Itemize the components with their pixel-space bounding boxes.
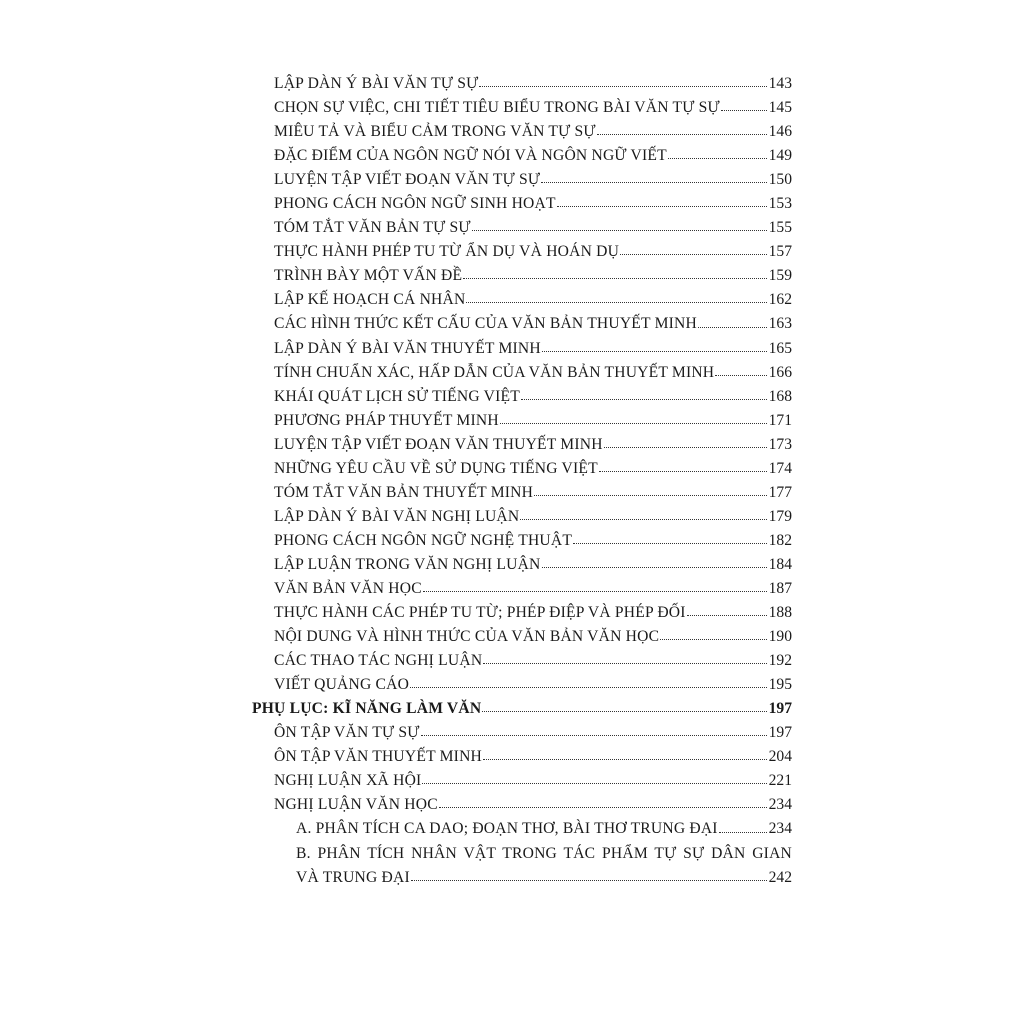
toc-entry-page: 159 [768,267,792,285]
dot-leader [557,205,767,207]
toc-entry-page: 157 [768,243,792,261]
toc-entry [252,745,792,769]
toc-entry-title: LUYỆN TẬP VIẾT ĐOẠN VĂN TỰ SỰ [274,171,541,189]
toc-entry [252,144,792,168]
dot-leader [542,566,768,568]
toc-entry-page: 155 [768,219,792,237]
toc-entry-page: 145 [768,99,792,117]
toc-entry-title: PHONG CÁCH NGÔN NGỮ NGHỆ THUẬT [274,531,573,549]
toc-subentry [252,842,792,866]
toc-entry-page: 242 [768,868,792,886]
toc-entry-page: 187 [768,579,792,597]
toc-entry-page: 197 [768,700,792,718]
dot-leader [715,374,767,376]
toc-entry [252,553,792,577]
toc-entry-title: PHƯƠNG PHÁP THUYẾT MINH [274,411,499,429]
dot-leader [463,277,767,279]
toc-entry [252,433,792,457]
toc-entry-title: PHỤ LỤC: KĨ NĂNG LÀM VĂN [252,700,482,718]
toc-entry-title: VÀ TRUNG ĐẠI [296,868,410,886]
toc-entry [252,673,792,697]
toc-entry [252,264,792,288]
dot-leader [483,758,767,760]
toc-entry [252,769,792,793]
dot-leader [421,734,767,736]
toc-entry-title: LẬP LUẬN TRONG VĂN NGHỊ LUẬN [274,555,541,573]
toc-entry-page: 234 [768,820,792,838]
toc-entry-page: 146 [768,123,792,141]
toc-entry-page: 195 [768,676,792,694]
table-of-contents [252,72,792,890]
toc-entry-page: 179 [768,507,792,525]
toc-entry [252,409,792,433]
toc-entry-title: VIẾT QUẢNG CÁO [274,676,410,694]
toc-entry [252,168,792,192]
dot-leader [721,109,767,111]
toc-entry-page: 188 [768,604,792,622]
toc-entry-page: 192 [768,652,792,670]
dot-leader [597,133,767,135]
toc-entry-title: CÁC THAO TÁC NGHỊ LUẬN [274,652,483,670]
toc-entry-title: NGHỊ LUẬN XÃ HỘI [274,772,422,790]
dot-leader [479,85,767,87]
toc-entry-title: VĂN BẢN VĂN HỌC [274,579,422,597]
toc-entry-page: 153 [768,195,792,213]
toc-entry-title: NGHỊ LUẬN VĂN HỌC [274,796,438,814]
dot-leader [660,638,767,640]
toc-entry-title: LẬP DÀN Ý BÀI VĂN TỰ SỰ [274,75,479,92]
toc-entry-title: TÓM TẮT VĂN BẢN THUYẾT MINH [274,483,534,501]
toc-section-heading [252,697,792,721]
toc-entry-page: 168 [768,387,792,405]
toc-entry-page: 234 [768,796,792,814]
toc-entry-title: ÔN TẬP VĂN THUYẾT MINH [274,748,482,766]
toc-entry [252,337,792,361]
toc-entry-title: LẬP KẾ HOẠCH CÁ NHÂN [274,291,466,309]
dot-leader [482,710,767,712]
toc-entry [252,529,792,553]
toc-entry [252,120,792,144]
dot-leader [422,782,767,784]
toc-entry [252,288,792,312]
toc-entry-page: 182 [768,531,792,549]
dot-leader [411,879,767,881]
toc-entry-page: 165 [768,339,792,357]
toc-entry [252,649,792,673]
dot-leader [483,662,767,664]
toc-entry [252,793,792,817]
toc-entry [252,505,792,529]
toc-entry-title: TÍNH CHUẨN XÁC, HẤP DẪN CỦA VĂN BẢN THUYẾT MINH [274,363,715,381]
toc-entry-title: CHỌN SỰ VIỆC, CHI TIẾT TIÊU BIỂU TRONG BÀI VĂN TỰ SỰ [274,99,720,117]
toc-entry-page: 197 [768,724,792,742]
toc-entry-title: CÁC HÌNH THỨC KẾT CẤU CỦA VĂN BẢN THUYẾT MINH [274,315,697,333]
toc-entry [252,577,792,601]
toc-entry-page: 184 [768,555,792,573]
dot-leader [439,806,767,808]
dot-leader [423,590,767,592]
dot-leader [687,614,767,616]
dot-leader [668,157,767,159]
toc-entry [252,721,792,745]
toc-entry-page: 204 [768,748,792,766]
toc-entry-page: 174 [768,459,792,477]
toc-entry [252,96,792,120]
dot-leader [620,253,767,255]
toc-subentry [252,817,792,841]
dot-leader [541,181,767,183]
dot-leader [472,229,767,231]
toc-entry [252,240,792,264]
toc-entry-page: 163 [768,315,792,333]
toc-entry-title: MIÊU TẢ VÀ BIỂU CẢM TRONG VĂN TỰ SỰ [274,123,596,141]
dot-leader [542,350,767,352]
toc-entry-title: NỘI DUNG VÀ HÌNH THỨC CỦA VĂN BẢN VĂN HỌC [274,628,660,646]
toc-entry-page: 143 [768,75,792,92]
dot-leader [534,494,767,496]
toc-entry-title: KHÁI QUÁT LỊCH SỬ TIẾNG VIỆT [274,387,520,405]
toc-subentry-continuation [252,866,792,890]
toc-entry-title: A. PHÂN TÍCH CA DAO; ĐOẠN THƠ, BÀI THƠ TRUNG ĐẠI [296,820,718,838]
toc-entry [252,625,792,649]
toc-entry-page: 221 [768,772,792,790]
toc-entry [252,457,792,481]
dot-leader [521,398,767,400]
toc-entry-title: THỰC HÀNH PHÉP TU TỪ ẨN DỤ VÀ HOÁN DỤ [274,243,620,261]
toc-entry [252,601,792,625]
toc-entry-page: 190 [768,628,792,646]
toc-entry-title: ÔN TẬP VĂN TỰ SỰ [274,724,420,742]
dot-leader [466,301,767,303]
toc-entry-title: LẬP DÀN Ý BÀI VĂN NGHỊ LUẬN [274,507,520,525]
toc-entry-title: TRÌNH BÀY MỘT VẤN ĐỀ [274,267,463,285]
toc-entry [252,72,792,96]
dot-leader [500,422,767,424]
toc-entry-page: 166 [768,363,792,381]
toc-entry [252,216,792,240]
toc-entry-title: LUYỆN TẬP VIẾT ĐOẠN VĂN THUYẾT MINH [274,435,603,453]
dot-leader [719,831,767,833]
toc-entry [252,385,792,409]
dot-leader [599,470,767,472]
toc-entry-title: THỰC HÀNH CÁC PHÉP TU TỪ; PHÉP ĐIỆP VÀ PHÉP ĐỐI [274,604,686,622]
dot-leader [520,518,767,520]
toc-entry-title: ĐẶC ĐIỂM CỦA NGÔN NGỮ NÓI VÀ NGÔN NGỮ VIẾT [274,147,667,165]
toc-entry-title: PHONG CÁCH NGÔN NGỮ SINH HOẠT [274,195,556,213]
toc-entry-title: B. PHÂN TÍCH NHÂN VẬT TRONG TÁC PHẨM TỰ SỰ DÂN GIAN [296,844,792,862]
toc-entry-title: NHỮNG YÊU CẦU VỀ SỬ DỤNG TIẾNG VIỆT [274,459,598,477]
toc-entry-title: LẬP DÀN Ý BÀI VĂN THUYẾT MINH [274,339,541,357]
dot-leader [410,686,767,688]
toc-entry-page: 150 [768,171,792,189]
toc-entry-page: 162 [768,291,792,309]
toc-entry [252,192,792,216]
toc-entry-page: 177 [768,483,792,501]
toc-entry [252,481,792,505]
toc-entry-page: 171 [768,411,792,429]
dot-leader [698,326,767,328]
toc-entry-title: TÓM TẮT VĂN BẢN TỰ SỰ [274,219,471,237]
toc-entry-page: 173 [768,435,792,453]
toc-entry [252,361,792,385]
toc-entry [252,312,792,336]
dot-leader [604,446,767,448]
toc-entry-page: 149 [768,147,792,165]
dot-leader [573,542,767,544]
